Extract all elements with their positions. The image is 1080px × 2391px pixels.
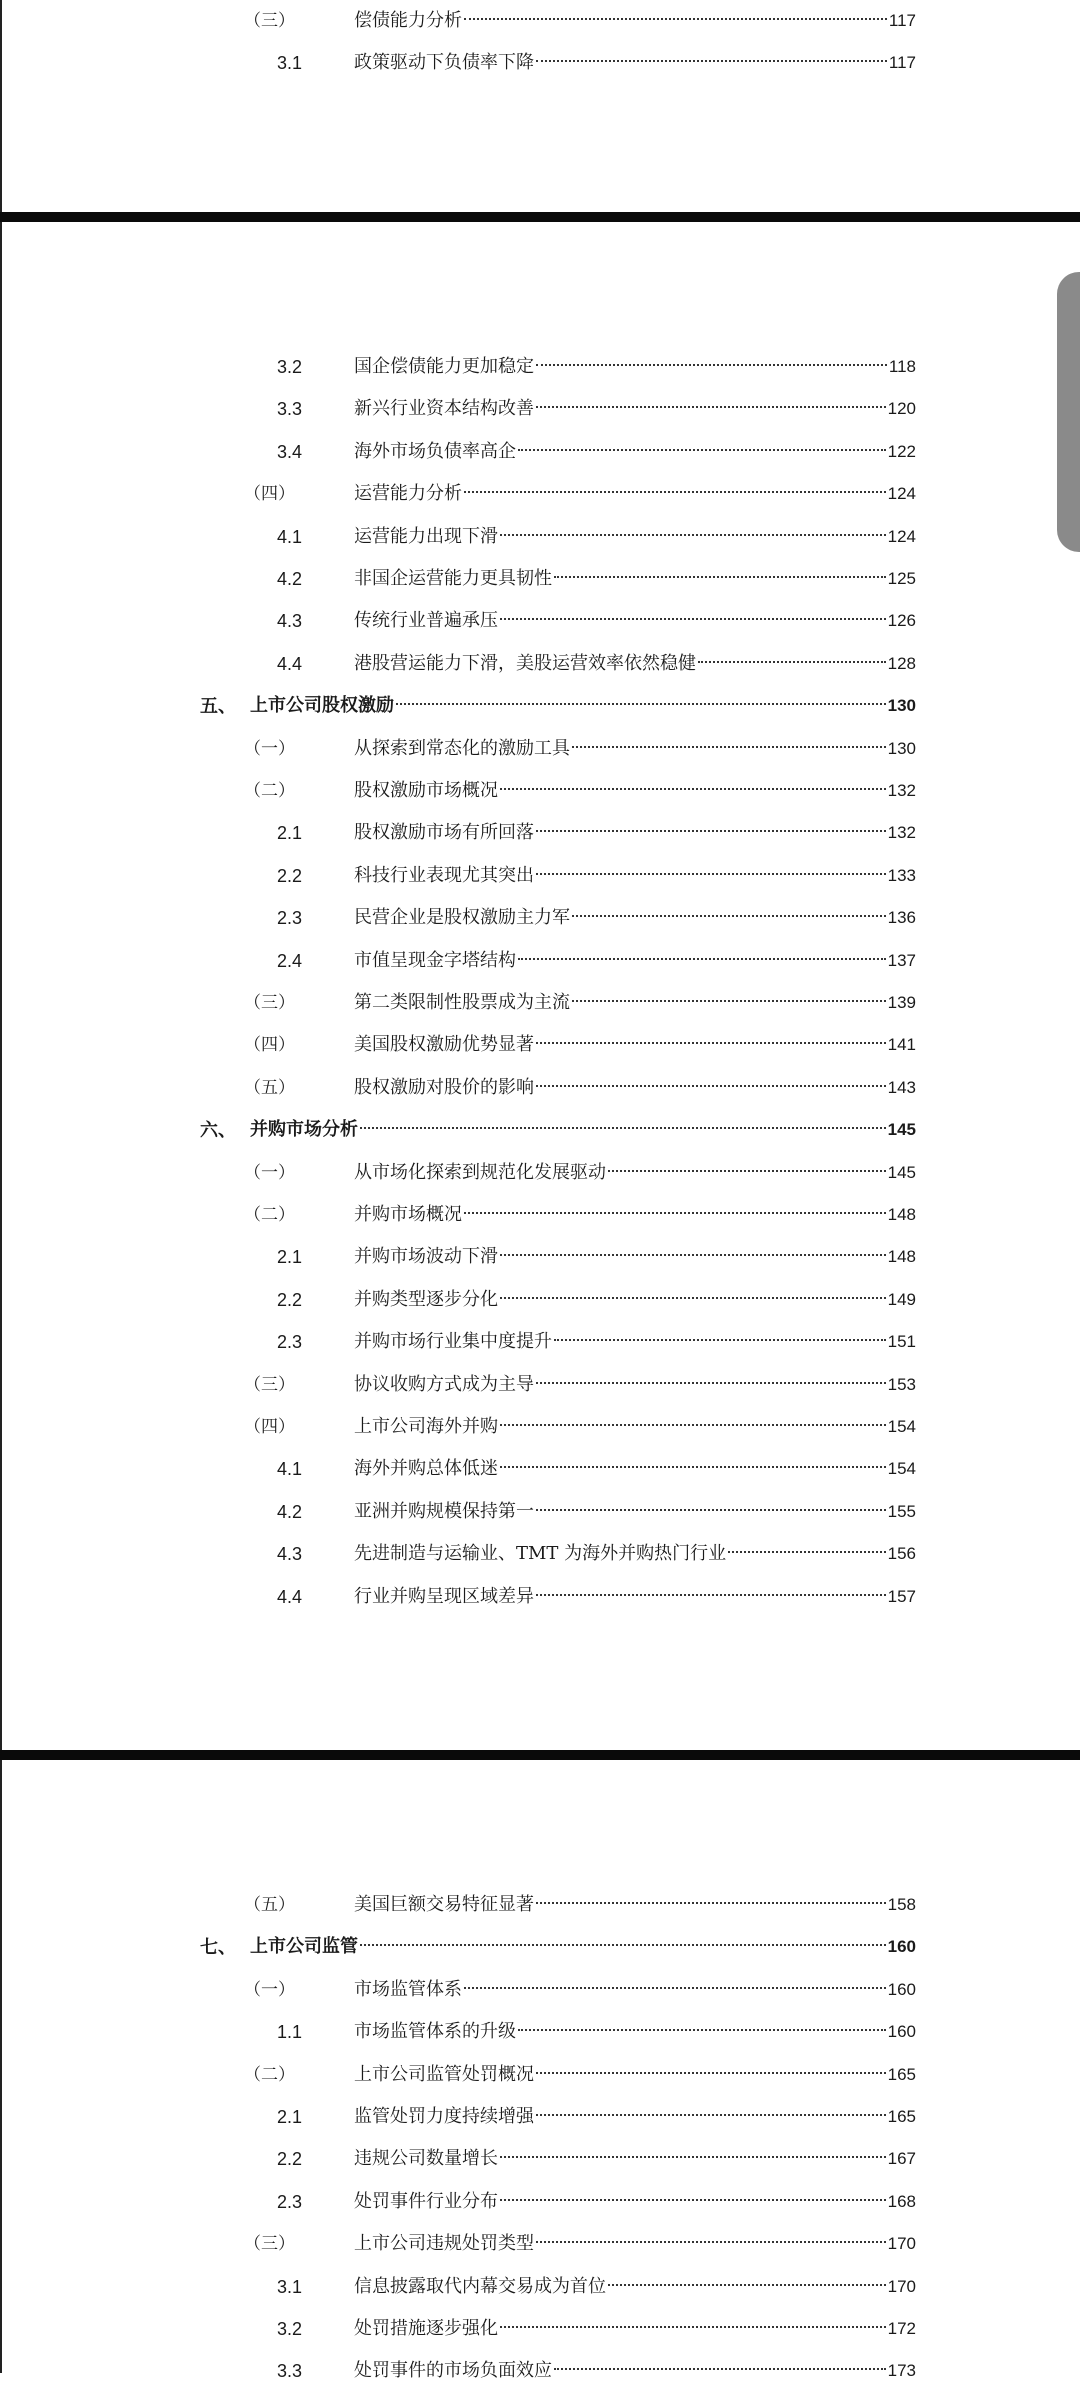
toc-entry[interactable] xyxy=(0,347,1080,387)
scrollbar-thumb[interactable] xyxy=(1057,272,1080,552)
toc-entry-number: 2.2 xyxy=(277,2149,303,2170)
toc-entry[interactable] xyxy=(0,1,1080,41)
dot-leader xyxy=(536,1041,886,1044)
toc-entry-page-number: 117 xyxy=(888,11,916,30)
dot-leader xyxy=(536,1901,886,1904)
toc-entry-number: （五） xyxy=(244,1895,295,1915)
toc-entry-title: 从市场化探索到规范化发展驱动 xyxy=(354,1161,606,1183)
dot-leader xyxy=(554,575,886,578)
toc-entry-number: 3.1 xyxy=(277,53,303,74)
toc-entry-title: 先进制造与运输业、TMT 为海外并购热门行业 xyxy=(354,1543,727,1565)
toc-entry-number: 4.3 xyxy=(277,1544,303,1565)
toc-entry[interactable] xyxy=(0,856,1080,896)
dot-leader xyxy=(536,2113,886,2116)
toc-entry-number: （一） xyxy=(244,1162,295,1183)
toc-entry-number: 3.3 xyxy=(277,2361,303,2382)
toc-entry[interactable] xyxy=(0,2139,1080,2179)
toc-entry-title: 处罚措施逐步强化 xyxy=(354,2318,498,2339)
dot-leader xyxy=(572,745,886,748)
toc-entry[interactable] xyxy=(0,389,1080,429)
dot-leader xyxy=(518,957,886,960)
toc-entry-number: 七、 xyxy=(200,1937,236,1958)
toc-entry[interactable] xyxy=(0,2267,1080,2307)
toc-entry-page-number: 137 xyxy=(887,950,916,970)
toc-entry[interactable] xyxy=(0,559,1080,599)
toc-entry-title: 市场监管体系 xyxy=(354,1978,462,2000)
toc-entry[interactable] xyxy=(0,2224,1080,2264)
toc-entry-page-number: 167 xyxy=(887,2149,916,2169)
toc-entry-page-number: 118 xyxy=(888,357,916,376)
toc-entry-page-number: 168 xyxy=(887,2191,916,2211)
toc-entry-page-number: 117 xyxy=(888,53,916,73)
toc-entry-title: 股权激励市场有所回落 xyxy=(354,822,534,844)
toc-entry-number: 2.3 xyxy=(277,1332,303,1353)
toc-entry-number: 2.3 xyxy=(277,2191,303,2212)
dot-leader xyxy=(536,363,887,366)
toc-entry[interactable] xyxy=(0,1885,1080,1925)
toc-entry-number: 3.3 xyxy=(277,399,303,420)
toc-entry-page-number: 165 xyxy=(887,2064,916,2084)
toc-entry[interactable] xyxy=(0,771,1080,811)
toc-entry-page-number: 165 xyxy=(887,2107,916,2126)
dot-leader xyxy=(464,1986,886,1989)
toc-entry-title: 违规公司数量增长 xyxy=(354,2148,498,2170)
toc-entry-page-number: 130 xyxy=(887,696,916,716)
toc-entry[interactable] xyxy=(0,1534,1080,1574)
toc-entry-title: 并购市场波动下滑 xyxy=(354,1246,498,1268)
toc-entry-number: 2.2 xyxy=(277,865,303,886)
toc-entry[interactable] xyxy=(0,686,1080,726)
toc-entry-number: 4.4 xyxy=(277,653,303,674)
toc-entry-page-number: 120 xyxy=(887,399,916,419)
toc-entry-page-number: 172 xyxy=(887,2319,916,2338)
toc-entry-title: 上市公司海外并购 xyxy=(354,1416,498,1437)
toc-entry-number: 五、 xyxy=(200,696,236,717)
toc-entry[interactable] xyxy=(0,1110,1080,1150)
toc-entry-number: （三） xyxy=(244,1374,295,1395)
toc-entry-number: 4.2 xyxy=(277,1501,303,1522)
toc-entry-number: （五） xyxy=(244,1077,295,1098)
toc-entry-number: 2.1 xyxy=(277,1247,303,1268)
toc-entry-number: 3.2 xyxy=(277,357,303,377)
toc-entry-title: 信息披露取代内幕交易成为首位 xyxy=(354,2275,606,2297)
toc-entry-page-number: 132 xyxy=(887,823,916,843)
toc-entry[interactable] xyxy=(0,2097,1080,2137)
toc-entry-number: （一） xyxy=(244,738,295,759)
toc-entry-title: 上市公司股权激励 xyxy=(250,695,394,717)
toc-entry[interactable] xyxy=(0,1492,1080,1532)
dot-leader xyxy=(464,1211,886,1214)
dot-leader xyxy=(500,533,886,536)
toc-entry-number: （三） xyxy=(244,2234,295,2255)
toc-entry-page-number: 160 xyxy=(887,1979,916,1999)
toc-entry-title: 处罚事件行业分布 xyxy=(354,2190,498,2212)
toc-entry-number: （四） xyxy=(244,1035,295,1056)
dot-leader xyxy=(572,914,886,917)
toc-entry-number: 4.1 xyxy=(277,1459,303,1480)
toc-entry-title: 股权激励市场概况 xyxy=(354,780,498,801)
toc-entry-title: 民营企业是股权激励主力军 xyxy=(354,907,570,929)
toc-entry-page-number: 145 xyxy=(887,1120,916,1140)
toc-entry-title: 并购类型逐步分化 xyxy=(354,1288,498,1310)
toc-entry[interactable] xyxy=(0,43,1080,83)
toc-entry[interactable] xyxy=(0,1407,1080,1447)
toc-entry-page-number: 160 xyxy=(887,2022,916,2042)
toc-entry[interactable] xyxy=(0,729,1080,769)
toc-entry-page-number: 122 xyxy=(887,441,916,461)
dot-leader xyxy=(500,2198,886,2201)
toc-entry-page-number: 148 xyxy=(887,1247,916,1267)
toc-entry-title: 海外市场负债率高企 xyxy=(354,440,516,462)
toc-entry[interactable] xyxy=(0,2012,1080,2052)
toc-entry[interactable] xyxy=(0,2309,1080,2349)
toc-entry-page-number: 130 xyxy=(887,738,916,758)
toc-entry-page-number: 173 xyxy=(887,2361,916,2381)
toc-entry-number: （二） xyxy=(244,2064,295,2085)
toc-entry-number: 3.1 xyxy=(277,2276,303,2297)
toc-entry-title: 上市公司监管处罚概况 xyxy=(354,2063,534,2085)
dot-leader xyxy=(536,2071,886,2074)
toc-entry-title: 上市公司违规处罚类型 xyxy=(354,2233,534,2255)
dot-leader xyxy=(500,2325,886,2328)
toc-entry[interactable] xyxy=(0,644,1080,684)
toc-entry-page-number: 143 xyxy=(887,1077,916,1097)
toc-entry-number: （二） xyxy=(244,781,295,801)
dot-leader xyxy=(500,2155,886,2158)
toc-entry-title: 从探索到常态化的激励工具 xyxy=(354,737,570,759)
dot-leader xyxy=(536,872,886,875)
toc-entry-title: 运营能力出现下滑 xyxy=(354,525,498,547)
toc-entry[interactable] xyxy=(0,2055,1080,2095)
toc-entry[interactable] xyxy=(0,1237,1080,1277)
dot-leader xyxy=(536,1593,886,1596)
toc-entry-page-number: 149 xyxy=(887,1289,916,1309)
dot-leader xyxy=(518,2028,886,2031)
toc-entry-title: 并购市场行业集中度提升 xyxy=(354,1331,552,1353)
dot-leader xyxy=(536,1084,886,1087)
dot-leader xyxy=(500,787,886,790)
dot-leader xyxy=(728,1550,885,1553)
toc-entry-page-number: 126 xyxy=(887,611,916,631)
dot-leader xyxy=(698,660,886,663)
dot-leader xyxy=(518,448,886,451)
dot-leader xyxy=(608,2283,886,2286)
toc-entry-page-number: 124 xyxy=(887,484,916,504)
toc-entry-page-number: 141 xyxy=(887,1035,916,1055)
dot-leader xyxy=(536,1381,886,1384)
toc-entry-page-number: 170 xyxy=(887,2276,916,2296)
toc-entry-page-number: 157 xyxy=(887,1586,916,1606)
toc-entry-title: 协议收购方式成为主导 xyxy=(354,1373,534,1395)
toc-entry[interactable] xyxy=(0,1927,1080,1967)
toc-entry-number: 2.1 xyxy=(277,823,303,844)
toc-entry[interactable] xyxy=(0,432,1080,472)
toc-entry[interactable] xyxy=(0,898,1080,938)
toc-entry-page-number: 158 xyxy=(887,1895,916,1914)
toc-entry-title: 股权激励对股价的影响 xyxy=(354,1076,534,1098)
toc-entry-title: 政策驱动下负债率下降 xyxy=(354,52,534,74)
toc-entry-number: 3.4 xyxy=(277,441,303,462)
toc-entry-title: 非国企运营能力更具韧性 xyxy=(354,568,552,589)
toc-entry-title: 市场监管体系的升级 xyxy=(354,2021,516,2043)
toc-entry-number: 4.2 xyxy=(277,569,303,589)
toc-entry-number: 3.2 xyxy=(277,2319,303,2339)
toc-entry[interactable] xyxy=(0,1280,1080,1320)
dot-leader xyxy=(536,59,887,62)
toc-entry-title: 运营能力分析 xyxy=(354,483,462,505)
toc-entry-page-number: 124 xyxy=(887,526,916,546)
toc-entry-page-number: 160 xyxy=(887,1937,916,1957)
toc-entry-page-number: 153 xyxy=(887,1374,916,1394)
toc-entry-title: 并购市场分析 xyxy=(250,1119,358,1141)
toc-entry-number: 4.4 xyxy=(277,1586,303,1607)
toc-entry-page-number: 170 xyxy=(887,2234,916,2254)
toc-entry-number: （二） xyxy=(244,1205,295,1225)
toc-entry[interactable] xyxy=(0,941,1080,981)
dot-leader xyxy=(396,702,886,705)
toc-entry-title: 科技行业表现尤其突出 xyxy=(354,864,534,886)
toc-entry[interactable] xyxy=(0,601,1080,641)
toc-entry-title: 港股营运能力下滑，美股运营效率依然稳健 xyxy=(354,652,696,674)
toc-entry-number: （四） xyxy=(244,1417,295,1437)
dot-leader xyxy=(500,1296,886,1299)
toc-entry[interactable] xyxy=(0,1449,1080,1489)
toc-entry-title: 亚洲并购规模保持第一 xyxy=(354,1500,534,1522)
toc-entry-number: 2.2 xyxy=(277,1289,303,1310)
toc-entry-title: 第二类限制性股票成为主流 xyxy=(354,992,570,1013)
page-divider xyxy=(0,212,1080,222)
toc-entry-number: 2.3 xyxy=(277,908,303,929)
toc-entry[interactable] xyxy=(0,1025,1080,1065)
toc-entry-title: 监管处罚力度持续增强 xyxy=(354,2106,534,2127)
dot-leader xyxy=(464,17,887,20)
toc-entry-number: 1.1 xyxy=(277,2022,303,2043)
toc-entry-title: 市值呈现金字塔结构 xyxy=(354,949,516,971)
dot-leader xyxy=(500,617,886,620)
toc-entry-title: 上市公司监管 xyxy=(250,1936,358,1958)
page-divider xyxy=(0,1750,1080,1760)
toc-entry[interactable] xyxy=(0,1577,1080,1617)
dot-leader xyxy=(360,1943,886,1946)
toc-entry-page-number: 151 xyxy=(887,1332,916,1352)
toc-entry-page-number: 136 xyxy=(887,908,916,928)
dot-leader xyxy=(536,405,886,408)
toc-entry[interactable] xyxy=(0,517,1080,557)
toc-entry[interactable] xyxy=(0,2351,1080,2391)
dot-leader xyxy=(554,2367,886,2370)
toc-entry-page-number: 139 xyxy=(887,993,916,1012)
dot-leader xyxy=(500,1423,886,1426)
toc-entry-page-number: 128 xyxy=(887,653,916,673)
toc-entry-title: 传统行业普遍承压 xyxy=(354,610,498,632)
dot-leader xyxy=(608,1169,886,1172)
toc-entry[interactable] xyxy=(0,1970,1080,2010)
toc-entry-title: 处罚事件的市场负面效应 xyxy=(354,2360,552,2382)
toc-entry-page-number: 133 xyxy=(887,865,916,885)
toc-entry-page-number: 145 xyxy=(887,1162,916,1182)
toc-entry-number: 4.3 xyxy=(277,611,303,632)
toc-entry[interactable] xyxy=(0,983,1080,1023)
toc-entry-number: 2.4 xyxy=(277,950,303,971)
toc-entry-page-number: 125 xyxy=(887,569,916,588)
toc-entry-page-number: 148 xyxy=(887,1205,916,1224)
dot-leader xyxy=(500,1465,886,1468)
toc-entry[interactable] xyxy=(0,813,1080,853)
toc-entry[interactable] xyxy=(0,1365,1080,1405)
toc-entry-number: （三） xyxy=(244,993,295,1013)
dot-leader xyxy=(360,1126,886,1129)
toc-entry-title: 美国巨额交易特征显著 xyxy=(354,1894,534,1915)
toc-entry[interactable] xyxy=(0,1068,1080,1108)
dot-leader xyxy=(536,829,886,832)
toc-entry-page-number: 154 xyxy=(887,1459,916,1479)
toc-entry-title: 偿债能力分析 xyxy=(354,10,462,31)
toc-entry-number: 2.1 xyxy=(277,2107,303,2127)
toc-entry-title: 国企偿债能力更加稳定 xyxy=(354,356,534,377)
toc-entry-title: 海外并购总体低迷 xyxy=(354,1458,498,1480)
toc-entry-page-number: 156 xyxy=(887,1544,916,1564)
toc-entry[interactable] xyxy=(0,1195,1080,1235)
toc-entry-page-number: 154 xyxy=(887,1417,916,1436)
toc-entry[interactable] xyxy=(0,1153,1080,1193)
toc-entry-number: 六、 xyxy=(200,1120,236,1141)
dot-leader xyxy=(554,1338,886,1341)
toc-entry-number: （三） xyxy=(244,11,295,31)
dot-leader xyxy=(536,1508,886,1511)
dot-leader xyxy=(500,1253,886,1256)
toc-entry-title: 并购市场概况 xyxy=(354,1204,462,1225)
toc-entry-title: 行业并购呈现区域差异 xyxy=(354,1585,534,1607)
dot-leader xyxy=(536,2240,886,2243)
toc-entry-title: 美国股权激励优势显著 xyxy=(354,1034,534,1056)
toc-entry-page-number: 132 xyxy=(887,781,916,800)
toc-entry-page-number: 155 xyxy=(887,1501,916,1521)
toc-entry-number: （四） xyxy=(244,484,295,505)
dot-leader xyxy=(572,999,886,1002)
toc-entry[interactable] xyxy=(0,2182,1080,2222)
toc-entry-title: 新兴行业资本结构改善 xyxy=(354,398,534,420)
toc-entry[interactable] xyxy=(0,1322,1080,1362)
dot-leader xyxy=(464,490,886,493)
toc-entry[interactable] xyxy=(0,474,1080,514)
toc-entry-number: （一） xyxy=(244,1979,295,2000)
toc-entry-number: 4.1 xyxy=(277,526,303,547)
